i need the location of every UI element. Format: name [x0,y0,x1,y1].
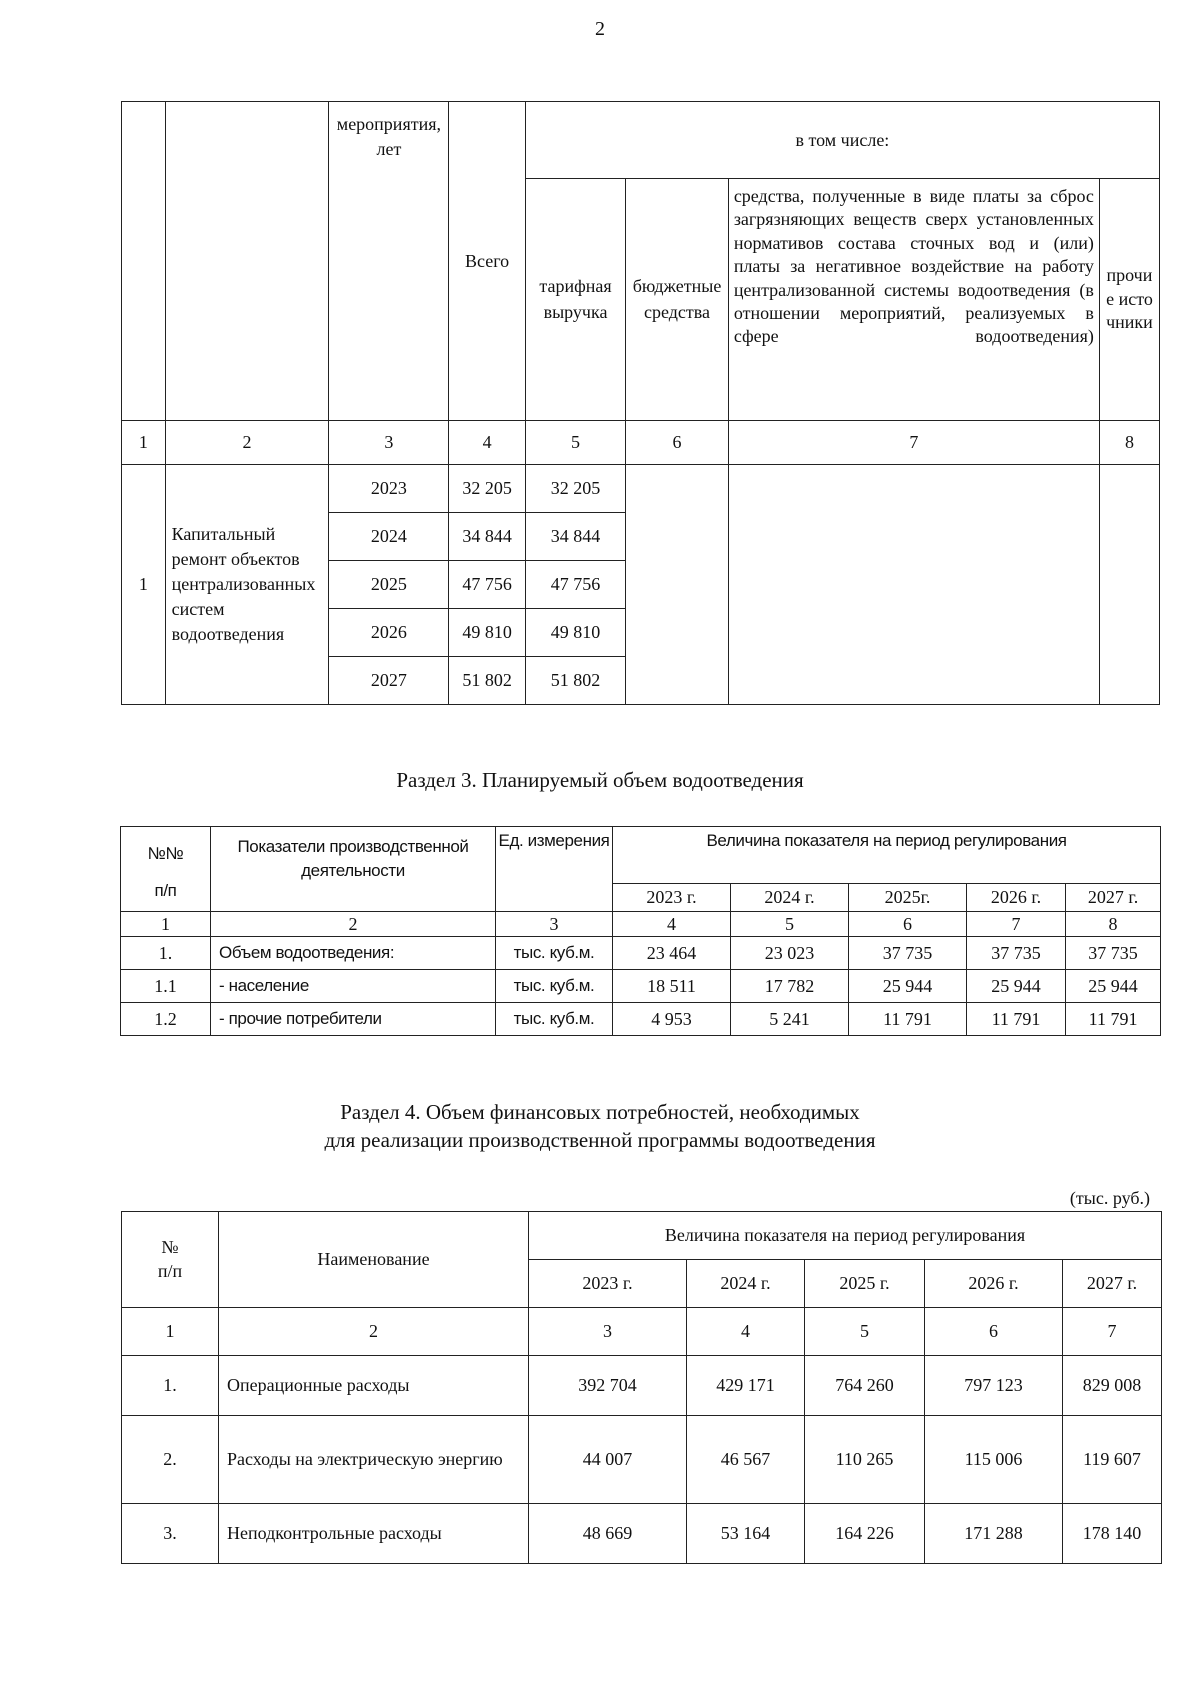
table-row [121,970,1161,1003]
value-cell: 764 260 [805,1356,925,1416]
unit-header: Ед. измерения [496,827,613,912]
row-number: 1. [121,937,211,970]
table-row [121,1003,1161,1036]
row-number: 1.1 [121,970,211,1003]
value-cell: 46 567 [687,1416,805,1504]
year-cell: 2026 [329,609,449,657]
value-cell: 110 265 [805,1416,925,1504]
row-number: 1 [122,465,166,705]
col-num: 5 [731,912,849,937]
col-num: 3 [496,912,613,937]
section4-title-line2: для реализации производственной программы водоотведения [324,1128,876,1153]
num-header-bottom: п/п [154,881,177,901]
value-cell: 115 006 [925,1416,1063,1504]
value-cell: 17 782 [731,970,849,1003]
col-num: 7 [967,912,1066,937]
table-row [121,937,1161,970]
row-name: Неподконтрольные расходы [219,1504,529,1564]
other-header: прочие источники [1099,179,1159,421]
value-cell: 164 226 [805,1504,925,1564]
col-num: 2 [219,1308,529,1356]
tariff-cell: 51 802 [525,657,625,705]
total-cell: 32 205 [449,465,525,513]
value-cell: 392 704 [529,1356,687,1416]
year-cell: 2024 [329,513,449,561]
year-header: 2023 г. [529,1260,687,1308]
value-cell: 11 791 [967,1003,1066,1036]
period-header: Величина показателя на период регулирования [613,827,1161,884]
value-cell: 4 953 [613,1003,731,1036]
financial-needs-table [121,1211,1162,1564]
tariff-cell: 49 810 [525,609,625,657]
column-numbers-row [121,912,1161,937]
row-number: 1. [122,1356,219,1416]
empty-header-1 [122,102,166,421]
col-num: 6 [849,912,967,937]
year-header: 2024 г. [731,884,849,912]
num-header-top: №№ [147,844,184,863]
col-num: 8 [1066,912,1161,937]
value-cell: 37 735 [967,937,1066,970]
value-cell: 829 008 [1063,1356,1162,1416]
year-cell: 2025 [329,561,449,609]
value-cell: 37 735 [849,937,967,970]
year-header: 2026 г. [967,884,1066,912]
col-num: 7 [728,421,1099,465]
empty-header-2 [165,102,329,421]
row-name: Операционные расходы [219,1356,529,1416]
row-unit: тыс. куб.м. [496,970,613,1003]
year-header: 2025г. [849,884,967,912]
col-num: 7 [1063,1308,1162,1356]
value-cell: 53 164 [687,1504,805,1564]
col-num: 3 [529,1308,687,1356]
section4-title-line1: Раздел 4. Объем финансовых потребностей, необходимых [340,1100,860,1124]
total-header: Всего [449,102,525,421]
value-cell: 5 241 [731,1003,849,1036]
value-cell: 11 791 [849,1003,967,1036]
col-num: 8 [1099,421,1159,465]
row-number: 1.2 [121,1003,211,1036]
value-cell: 119 607 [1063,1416,1162,1504]
row-name: - население [211,970,496,1003]
col-num: 1 [122,421,166,465]
row-number: 2. [122,1416,219,1504]
num-header: № п/п [122,1212,219,1308]
col-num: 4 [613,912,731,937]
tariff-cell: 34 844 [525,513,625,561]
value-cell: 44 007 [529,1416,687,1504]
value-cell: 25 944 [967,970,1066,1003]
col-num: 4 [687,1308,805,1356]
value-cell: 429 171 [687,1356,805,1416]
row-name: Объем водоотведения: [211,937,496,970]
budget-header: бюджетные средства [626,179,729,421]
budget-cell [626,465,729,705]
section4-title [0,1098,1200,1155]
page-number: 2 [595,18,605,40]
value-cell: 25 944 [849,970,967,1003]
year-header: 2023 г. [613,884,731,912]
value-cell: 18 511 [613,970,731,1003]
total-cell: 34 844 [449,513,525,561]
table-row [122,465,1160,513]
including-header: в том числе: [525,102,1159,179]
value-cell: 11 791 [1066,1003,1161,1036]
value-cell: 797 123 [925,1356,1063,1416]
value-cell: 37 735 [1066,937,1161,970]
row-number: 3. [122,1504,219,1564]
measures-table [121,101,1160,705]
tariff-header: тарифная выручка [525,179,625,421]
table-row [122,1504,1162,1564]
measure-name: Капитальный ремонт объектов централизованных систем водоотведения [165,465,329,705]
num-header [121,827,211,912]
section3-title: Раздел 3. Планируемый объем водоотведения [396,768,804,792]
value-cell: 23 023 [731,937,849,970]
col-num: 2 [211,912,496,937]
col-num: 2 [165,421,329,465]
value-cell: 25 944 [1066,970,1161,1003]
col-num: 1 [121,912,211,937]
other-cell [1099,465,1159,705]
tariff-cell: 32 205 [525,465,625,513]
column-numbers-row [122,1308,1162,1356]
total-cell: 49 810 [449,609,525,657]
year-cell: 2023 [329,465,449,513]
table-row [122,1356,1162,1416]
col-num: 5 [525,421,625,465]
indicator-header: Показатели производственной деятельности [211,827,496,912]
col-num: 6 [626,421,729,465]
value-cell: 23 464 [613,937,731,970]
col-num: 6 [925,1308,1063,1356]
row-unit: тыс. куб.м. [496,1003,613,1036]
col-num: 4 [449,421,525,465]
wastewater-volume-table [120,826,1161,1036]
tariff-cell: 47 756 [525,561,625,609]
year-header: 2027 г. [1066,884,1161,912]
total-cell: 51 802 [449,657,525,705]
col-num: 1 [122,1308,219,1356]
unit-note: (тыс. руб.) [1069,1188,1150,1208]
row-name: Расходы на электрическую энергию [219,1416,529,1504]
row-name: - прочие потребители [211,1003,496,1036]
row-unit: тыс. куб.м. [496,937,613,970]
fees-cell [728,465,1099,705]
period-header: Величина показателя на период регулирования [529,1212,1162,1260]
value-cell: 171 288 [925,1504,1063,1564]
column-numbers-row [122,421,1160,465]
year-cell: 2027 [329,657,449,705]
year-header: 2026 г. [925,1260,1063,1308]
fees-header: средства, полученные в виде платы за сброс загрязняющих веществ сверх установленных нормативов состава сточных вод и (или) платы за негативное воздействие на работу централизованной системы водоотведения (в отношении мероприятий, реализуемых в сфере водоотведения) [728,179,1099,421]
value-cell: 178 140 [1063,1504,1162,1564]
value-cell: 48 669 [529,1504,687,1564]
duration-header: мероприятия, лет [329,102,449,421]
year-header: 2024 г. [687,1260,805,1308]
col-num: 3 [329,421,449,465]
total-cell: 47 756 [449,561,525,609]
name-header: Наименование [219,1212,529,1308]
col-num: 5 [805,1308,925,1356]
table-row [122,1416,1162,1504]
year-header: 2027 г. [1063,1260,1162,1308]
year-header: 2025 г. [805,1260,925,1308]
